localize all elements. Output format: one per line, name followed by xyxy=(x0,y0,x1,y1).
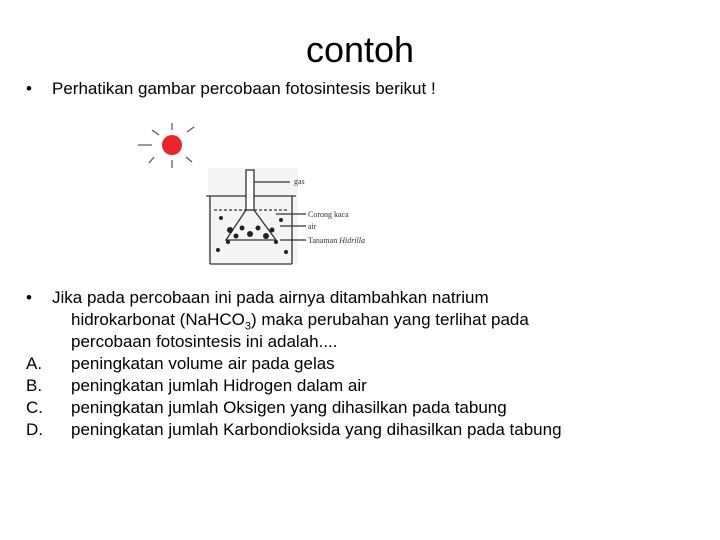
label-gas: gas xyxy=(294,177,305,186)
option-letter: B. xyxy=(26,376,43,395)
option-a[interactable] xyxy=(26,353,706,375)
bullet-marker: • xyxy=(26,79,32,98)
option-text: peningkatan jumlah Hidrogen dalam air xyxy=(71,376,367,395)
formula-subscript: 3 xyxy=(244,320,251,333)
question-text-2b: ) maka perubahan yang terlihat pada xyxy=(250,310,529,329)
label-plant-name: Hidrilla xyxy=(339,236,365,245)
label-plant xyxy=(308,236,365,245)
slide-title: contoh xyxy=(305,29,415,70)
label-funnel: Corong kaca xyxy=(308,210,349,219)
option-b[interactable] xyxy=(26,375,706,397)
option-text: peningkatan jumlah Karbondioksida yang dihasilkan pada tabung xyxy=(71,420,562,439)
intro-bullet xyxy=(26,78,436,100)
label-water: air xyxy=(308,222,317,231)
experiment-figure xyxy=(130,118,410,268)
question-text-2a: hidrokarbonat (Na xyxy=(71,310,208,329)
option-letter: C. xyxy=(26,398,43,417)
question-line-1 xyxy=(26,287,706,309)
option-c[interactable] xyxy=(26,397,706,419)
option-letter: A. xyxy=(26,354,43,373)
question-line-2 xyxy=(26,309,706,331)
question-formula: HCO xyxy=(207,310,245,329)
question-line-3: percobaan fotosintesis ini adalah.... xyxy=(71,332,338,351)
option-text: peningkatan jumlah Oksigen yang dihasilkan pada tabung xyxy=(71,398,507,417)
question-text-1: Jika pada percobaan ini pada airnya ditambahkan natrium xyxy=(52,288,489,307)
label-plant-prefix: Tanaman xyxy=(308,236,340,245)
option-letter: D. xyxy=(26,420,43,439)
option-d[interactable] xyxy=(26,419,706,441)
bullet-marker: • xyxy=(26,288,32,307)
option-text: peningkatan volume air pada gelas xyxy=(71,354,335,373)
sun-icon xyxy=(138,123,194,168)
question-block xyxy=(26,287,706,441)
beaker-apparatus xyxy=(206,168,306,264)
intro-text: Perhatikan gambar percobaan fotosintesis berikut ! xyxy=(52,79,436,98)
